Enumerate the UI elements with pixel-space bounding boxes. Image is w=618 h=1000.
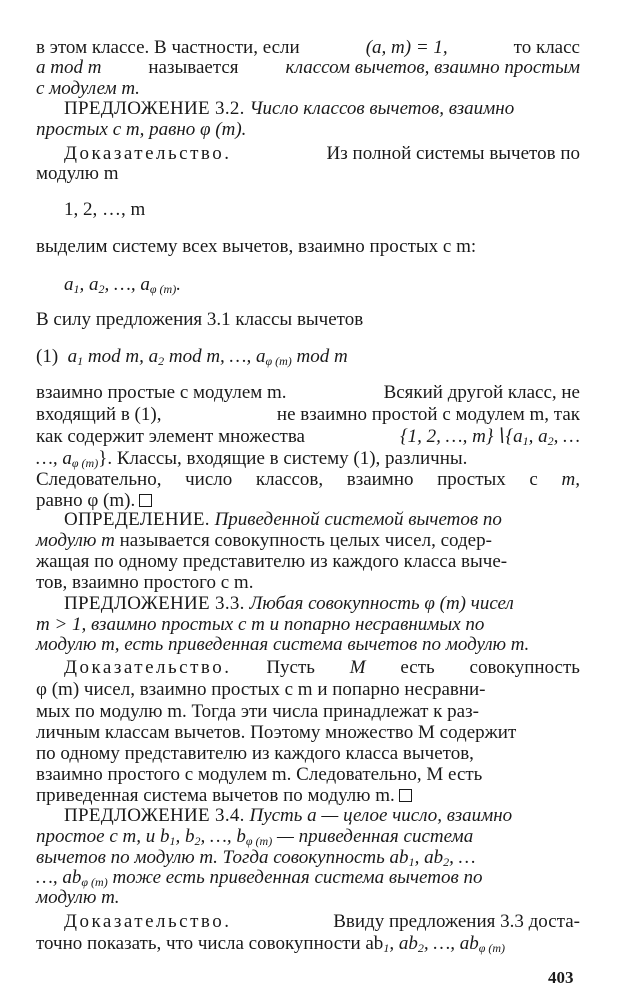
text-line-3: с модулем m. <box>36 78 140 99</box>
text-line-35: вычетов по модулю m. Тогда совокупность $ab_1$, $ab_2$, … <box>36 847 476 869</box>
text-line-30: по одному представителю из каждого класса вычетов, <box>36 743 474 764</box>
text-line-29: личным классам вычетов. Поэтому множество M содержит <box>36 722 517 743</box>
text-line-15: как содержит элемент множества {1, 2, …, $m\}∖\{a_1$, $a_2$, … <box>36 426 580 448</box>
proposition-label: ПРЕДЛОЖЕНИЕ 3.2. <box>64 98 245 119</box>
proposition-text: Число классов вычетов, взаимно <box>249 98 515 119</box>
page-number: 403 <box>548 968 574 987</box>
text-line-37: модулю m. <box>36 887 120 908</box>
text-line-25: модулю m, есть приведенная система вычетов по модулю m. <box>36 634 530 655</box>
definition-label: ОПРЕДЕЛЕНИЕ. <box>64 509 210 530</box>
text-line-27: φ (m) чисел, взаимно простых с m и попарно несравни- <box>36 679 486 700</box>
proof-heading-2: Доказательство. Пусть M есть совокупность <box>64 657 580 678</box>
formula: (a, m) = 1, <box>365 37 448 58</box>
text-line-22: тов, взаимно простого с m. <box>36 572 254 593</box>
text-line-32: приведенная система вычетов по модулю m. <box>36 784 580 807</box>
text-line-39: точно показать, что числа совокупности $ab_1$, $ab_2$, …, $ab_{\varphi (m)}$ <box>36 933 506 955</box>
formula-residues: 1, 2, …, m <box>64 199 146 220</box>
text-line-17: Следовательно, число классов, взаимно простых с m, <box>36 469 580 490</box>
text-line-5: простых с m, равно φ (m). <box>36 119 247 140</box>
text-line-11: В силу предложения 3.1 классы вычетов <box>36 309 364 330</box>
text: Из полной системы вычетов по <box>326 143 580 164</box>
text: называется <box>148 57 239 78</box>
definition-text: Приведенной системой вычетов по <box>214 509 502 530</box>
text-line-36: …, $ab_{\varphi (m)}$ тоже есть приведенная система вычетов по <box>36 867 483 889</box>
text-line-18: равно φ (m). <box>36 489 580 512</box>
proposition-3-2-heading <box>64 97 580 120</box>
proof-label: Доказательство. <box>64 657 232 678</box>
text-line-28: мых по модулю m. Тогда эти числа принадлежат к раз- <box>36 701 479 722</box>
text-line-13: взаимно простые с модулем m. Всякий другой класс, не <box>36 382 580 403</box>
text-line-34: простое с m, и $b_1$, $b_2$, …, $b_{\varphi (m)}$ — приведенная система <box>36 826 474 848</box>
end-of-proof-icon <box>399 789 412 802</box>
text-line-20: модулю m называется совокупность целых чисел, содер- <box>36 530 492 551</box>
definition-heading <box>64 508 580 531</box>
proposition-3-4-heading <box>64 804 580 827</box>
end-of-proof-icon <box>139 494 152 507</box>
text: в этом классе. В частности, если <box>36 37 300 58</box>
proposition-text: Пусть a — целое число, взаимно <box>249 805 513 826</box>
text-line-7: модулю m <box>36 163 119 184</box>
text-line-24: m > 1, взаимно простых с m и попарно несравнимых по <box>36 614 485 635</box>
proposition-label: ПРЕДЛОЖЕНИЕ 3.4. <box>64 805 245 826</box>
text-line-9: выделим систему всех вычетов, взаимно простых с m: <box>36 236 477 257</box>
term: классом вычетов, взаимно простым <box>285 57 580 78</box>
proposition-3-3-heading <box>64 592 580 615</box>
text-line-31: взаимно простого с модулем m. Следовательно, M есть <box>36 764 483 785</box>
proposition-label: ПРЕДЛОЖЕНИЕ 3.3. <box>64 593 245 614</box>
text-line-16: …, $a_{\varphi (m)}$}. Классы, входящие в систему (1), различны. <box>36 448 468 470</box>
formula-1: (1) $a_1$ mod m, $a_2$ mod m, …, $a_{\varphi (m)}$ mod m <box>36 346 348 368</box>
proof-label: Доказательство. <box>64 143 232 164</box>
text-line-21: жащая по одному представителю из каждого класса выче- <box>36 551 508 572</box>
proof-label: Доказательство. <box>64 911 232 932</box>
equation-number: (1) <box>36 346 59 367</box>
text-line-2 <box>36 56 580 79</box>
formula-reduced-residues: $a_1$, $a_2$, …, $a_{\varphi (m)}$. <box>64 274 181 296</box>
proof-heading-3: Доказательство. Ввиду предложения 3.3 доста- <box>64 911 580 932</box>
text-line-14: входящий в (1), не взаимно простой с модулем m, так <box>36 404 580 425</box>
formula: a mod m <box>36 57 102 78</box>
text: то класс <box>513 37 580 58</box>
proposition-text: Любая совокупность φ (m) чисел <box>249 593 514 614</box>
